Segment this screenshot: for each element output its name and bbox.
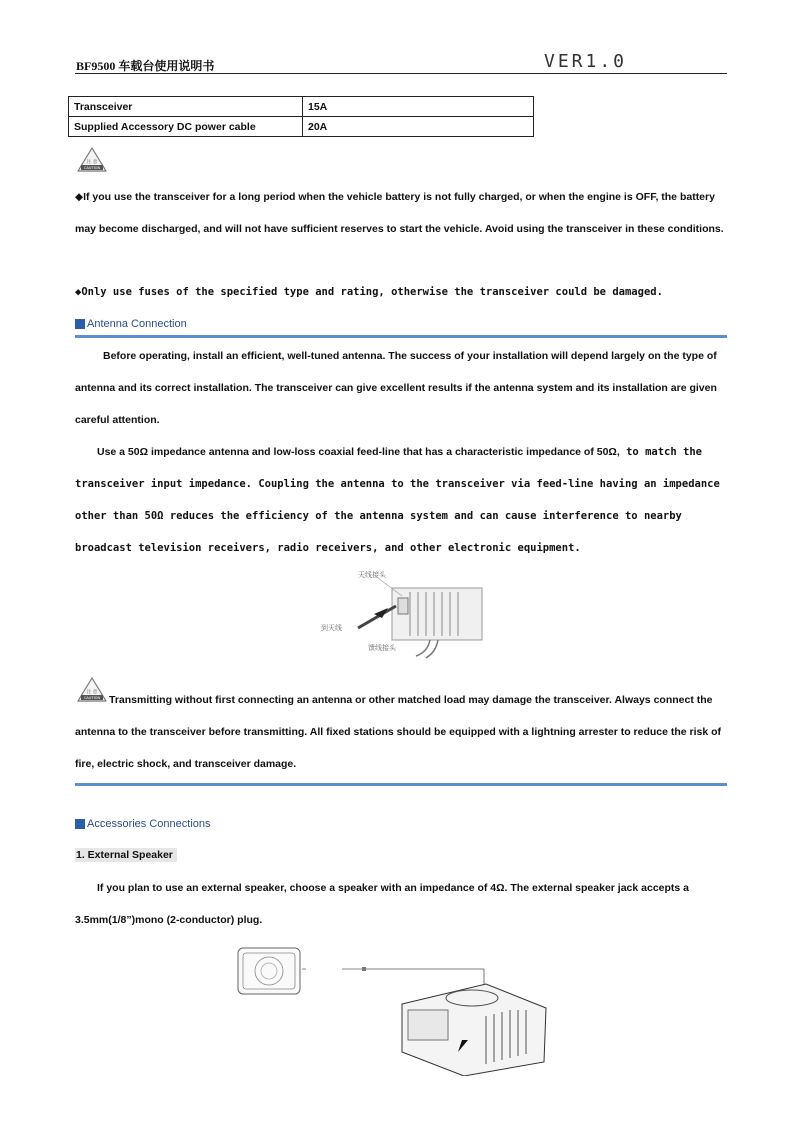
table-cell-item: Supplied Accessory DC power cable xyxy=(69,117,303,137)
antenna-paragraph-2-start: Use a 50Ω impedance antenna and low-loss coaxial feed-line that has a characteristic impedance of 50Ω, xyxy=(97,446,620,458)
antenna-paragraph-1: Before operating, install an efficient, well-tuned antenna. The success of your installation will depend largely on the type of antenna and its correct installation. The transceiver can give excellent results if the antenna system and its installation are given careful attention. xyxy=(75,350,717,426)
table-cell-rating: 15A xyxy=(303,97,534,117)
external-speaker-paragraph: If you plan to use an external speaker, choose a speaker with an impedance of 4Ω. The external speaker jack accepts a 3.5mm(1/8”)mono (2-conductor) plug. xyxy=(75,882,689,926)
document-title: BF9500 车载台使用说明书 xyxy=(76,59,215,73)
antenna-connection-figure xyxy=(318,568,488,660)
section-divider xyxy=(75,783,727,786)
label-antenna-cable: 到天线 xyxy=(321,624,342,632)
external-speaker-figure xyxy=(236,944,548,1076)
header-divider xyxy=(75,73,727,74)
section-heading-accessories xyxy=(75,818,211,830)
caution-icon xyxy=(75,146,111,174)
section-heading-text: Antenna Connection xyxy=(87,318,187,330)
section-heading-text: Accessories Connections xyxy=(87,818,211,830)
table-row xyxy=(69,117,534,137)
subsection-heading: 1. External Speaker xyxy=(75,848,177,862)
antenna-warning-text: Transmitting without first connecting an antenna or other matched load may damage the transceiver. Always connect the antenna to the transceiver before transmitting. All fixed stations should be equipped with a lightning arrester to reduce the risk of fire, electric shock, and transceiver damage. xyxy=(75,694,722,770)
caution-icon-top-text: 注 意 xyxy=(86,160,98,165)
section-heading-antenna xyxy=(75,318,187,330)
caution-icon-bottom-text: CAUTION xyxy=(83,166,101,170)
section-marker-icon xyxy=(75,819,85,829)
antenna-paragraph-2-rest: to match the transceiver input impedance. Coupling the antenna to the transceiver via feed-line having an impedance other than 50Ω reduces the efficiency of the antenna system and can cause interference to nearby broadcast television receivers, radio receivers, and other electronic equipment. xyxy=(75,446,720,554)
caution-icon-top-text: 注 意 xyxy=(86,690,98,695)
label-antenna-connector: 天线接头 xyxy=(358,571,386,579)
caution-note-fuses: ◆Only use fuses of the specified type and rating, otherwise the transceiver could be damaged. xyxy=(75,286,663,298)
caution-icon-bottom-text: CAUTION xyxy=(83,696,101,700)
table-cell-item: Transceiver xyxy=(69,97,303,117)
section-marker-icon xyxy=(75,319,85,329)
antenna-paragraph-2 xyxy=(75,436,727,564)
table-row xyxy=(69,97,534,117)
label-feedline-connector: 馈线接头 xyxy=(368,644,396,652)
version-label: VER1.0 xyxy=(544,51,628,72)
section-divider xyxy=(75,335,727,338)
fuse-rating-table xyxy=(68,96,534,137)
caution-note-battery: ◆If you use the transceiver for a long period when the vehicle battery is not fully charged, or when the engine is OFF, the battery may become discharged, and will not have sufficient reserves to start the vehicle. Avoid using the transceiver in these conditions. xyxy=(75,191,724,235)
table-cell-rating: 20A xyxy=(303,117,534,137)
